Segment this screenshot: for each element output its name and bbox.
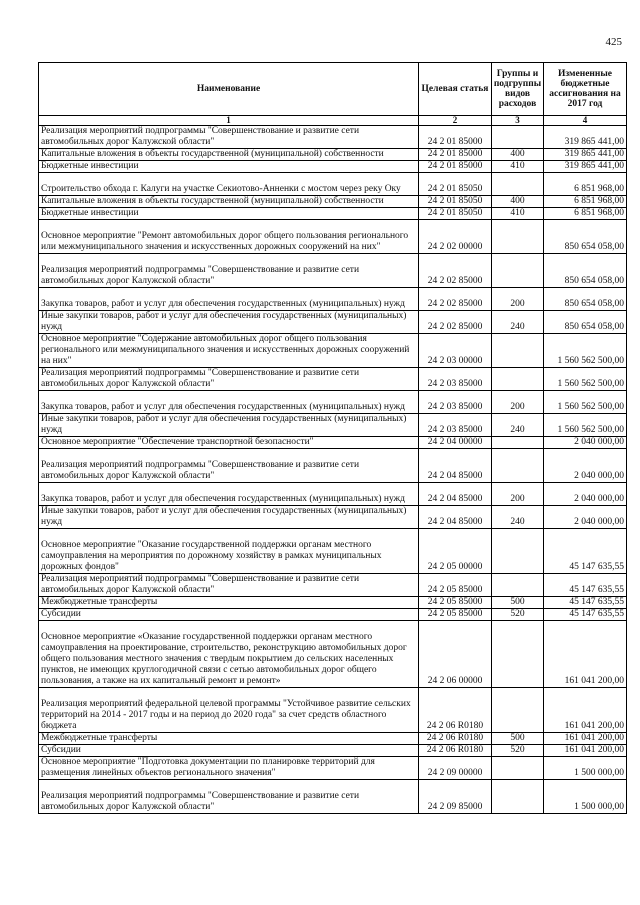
row-code-cell: 24 2 01 85000 <box>419 126 492 149</box>
row-code-cell: 24 2 01 85050 <box>419 196 492 208</box>
row-group-cell: 500 <box>492 597 544 609</box>
row-name-cell: Реализация мероприятий подпрограммы "Совершенствование и развитие сети автомобильных дорог Калужской области" <box>39 574 419 597</box>
column-number: 1 <box>39 116 419 126</box>
row-code-cell: 24 2 03 85000 <box>419 368 492 391</box>
row-code-cell: 24 2 04 85000 <box>419 449 492 483</box>
row-group-cell <box>492 449 544 483</box>
table-row <box>39 334 627 368</box>
row-name-cell: Строительство обхода г. Калуги на участке Секиотово-Анненки с мостом через реку Оку <box>39 173 419 196</box>
table-header-row <box>39 63 627 116</box>
table-row <box>39 757 627 780</box>
row-amount-cell: 319 865 441,00 <box>544 126 627 149</box>
header-code: Целевая статья <box>419 63 492 116</box>
table-row <box>39 149 627 161</box>
row-amount-cell: 1 560 562 500,00 <box>544 391 627 414</box>
row-name-cell: Иные закупки товаров, работ и услуг для обеспечения государственных (муниципальных) нужд <box>39 311 419 334</box>
row-name-cell: Закупка товаров, работ и услуг для обеспечения государственных (муниципальных) нужд <box>39 483 419 506</box>
row-name-cell: Основное мероприятие «Оказание государственной поддержки органам местного самоуправления на проектирование, строительство, реконструкцию автомобильных дорог общего пользования местного значения с твердым покрытием до сельских населенных пунктов, не имеющих круглогодичной связи с сетью автомобильных дорог общего пользования, а также на их капитальный ремонт и ремонт» <box>39 621 419 688</box>
row-code-cell: 24 2 05 00000 <box>419 529 492 574</box>
row-amount-cell: 6 851 968,00 <box>544 208 627 220</box>
table-row <box>39 449 627 483</box>
row-amount-cell: 161 041 200,00 <box>544 688 627 733</box>
row-name-cell: Основное мероприятие "Подготовка документации по планировке территорий для размещения линейных объектов регионального значения" <box>39 757 419 780</box>
header-group: Группы и подгруппы видов расходов <box>492 63 544 116</box>
table-row <box>39 437 627 449</box>
row-name-cell: Закупка товаров, работ и услуг для обеспечения государственных (муниципальных) нужд <box>39 391 419 414</box>
row-amount-cell: 850 654 058,00 <box>544 220 627 254</box>
page-number: 425 <box>605 36 622 48</box>
row-amount-cell: 1 560 562 500,00 <box>544 368 627 391</box>
row-name-cell: Основное мероприятие "Оказание государственной поддержки органам местного самоуправления на мероприятия по дорожному хозяйству в рамках муниципальных дорожных фондов" <box>39 529 419 574</box>
row-group-cell <box>492 368 544 391</box>
row-group-cell <box>492 437 544 449</box>
row-group-cell: 240 <box>492 414 544 437</box>
row-code-cell: 24 2 01 85000 <box>419 161 492 173</box>
column-number: 3 <box>492 116 544 126</box>
row-code-cell: 24 2 05 85000 <box>419 609 492 621</box>
table-row <box>39 506 627 529</box>
row-code-cell: 24 2 02 85000 <box>419 288 492 311</box>
table-row <box>39 126 627 149</box>
row-amount-cell: 1 500 000,00 <box>544 780 627 814</box>
row-group-cell: 410 <box>492 208 544 220</box>
table-row <box>39 311 627 334</box>
table-row <box>39 196 627 208</box>
row-amount-cell: 6 851 968,00 <box>544 196 627 208</box>
row-group-cell: 400 <box>492 149 544 161</box>
row-name-cell: Реализация мероприятий подпрограммы "Совершенствование и развитие сети автомобильных дорог Калужской области" <box>39 368 419 391</box>
row-group-cell <box>492 126 544 149</box>
row-group-cell <box>492 621 544 688</box>
row-amount-cell: 319 865 441,00 <box>544 161 627 173</box>
table-row <box>39 391 627 414</box>
row-group-cell <box>492 220 544 254</box>
row-group-cell: 200 <box>492 391 544 414</box>
row-name-cell: Реализация мероприятий подпрограммы "Совершенствование и развитие сети автомобильных дорог Калужской области" <box>39 254 419 288</box>
row-group-cell: 200 <box>492 288 544 311</box>
row-code-cell: 24 2 06 R0180 <box>419 688 492 733</box>
row-name-cell: Реализация мероприятий подпрограммы "Совершенствование и развитие сети автомобильных дорог Калужской области" <box>39 126 419 149</box>
column-number-row <box>39 116 627 126</box>
row-group-cell: 240 <box>492 506 544 529</box>
row-code-cell: 24 2 05 85000 <box>419 574 492 597</box>
row-group-cell: 410 <box>492 161 544 173</box>
table-row <box>39 597 627 609</box>
row-name-cell: Иные закупки товаров, работ и услуг для обеспечения государственных (муниципальных) нужд <box>39 506 419 529</box>
row-name-cell: Субсидии <box>39 609 419 621</box>
table-row <box>39 368 627 391</box>
row-code-cell: 24 2 03 85000 <box>419 414 492 437</box>
row-name-cell: Реализация мероприятий подпрограммы "Совершенствование и развитие сети автомобильных дорог Калужской области" <box>39 780 419 814</box>
row-code-cell: 24 2 02 85000 <box>419 311 492 334</box>
row-code-cell: 24 2 06 R0180 <box>419 733 492 745</box>
column-number: 4 <box>544 116 627 126</box>
table-row <box>39 161 627 173</box>
row-name-cell: Межбюджетные трансферты <box>39 733 419 745</box>
row-group-cell <box>492 574 544 597</box>
table-row <box>39 483 627 506</box>
row-amount-cell: 45 147 635,55 <box>544 574 627 597</box>
row-code-cell: 24 2 06 R0180 <box>419 745 492 757</box>
row-amount-cell: 319 865 441,00 <box>544 149 627 161</box>
table-row <box>39 208 627 220</box>
row-name-cell: Реализация мероприятий подпрограммы "Совершенствование и развитие сети автомобильных дорог Калужской области" <box>39 449 419 483</box>
budget-allocation-table <box>38 62 627 814</box>
row-code-cell: 24 2 01 85000 <box>419 149 492 161</box>
row-name-cell: Бюджетные инвестиции <box>39 208 419 220</box>
table-row <box>39 745 627 757</box>
row-amount-cell: 850 654 058,00 <box>544 254 627 288</box>
row-code-cell: 24 2 02 00000 <box>419 220 492 254</box>
row-amount-cell: 1 500 000,00 <box>544 757 627 780</box>
row-group-cell <box>492 173 544 196</box>
row-name-cell: Реализация мероприятий федеральной целевой программы "Устойчивое развитие сельских территорий на 2014 - 2017 годы и на период до 2020 года" за счет средств областного бюджета <box>39 688 419 733</box>
row-amount-cell: 2 040 000,00 <box>544 449 627 483</box>
header-name: Наименование <box>39 63 419 116</box>
row-code-cell: 24 2 03 00000 <box>419 334 492 368</box>
table-row <box>39 621 627 688</box>
table-row <box>39 733 627 745</box>
row-amount-cell: 161 041 200,00 <box>544 621 627 688</box>
row-group-cell: 520 <box>492 745 544 757</box>
row-code-cell: 24 2 09 00000 <box>419 757 492 780</box>
table-row <box>39 414 627 437</box>
row-amount-cell: 2 040 000,00 <box>544 506 627 529</box>
table-row <box>39 609 627 621</box>
row-group-cell: 200 <box>492 483 544 506</box>
row-amount-cell: 161 041 200,00 <box>544 745 627 757</box>
row-name-cell: Основное мероприятие "Обеспечение транспортной безопасности" <box>39 437 419 449</box>
row-name-cell: Межбюджетные трансферты <box>39 597 419 609</box>
row-code-cell: 24 2 05 85000 <box>419 597 492 609</box>
row-amount-cell: 1 560 562 500,00 <box>544 334 627 368</box>
row-amount-cell: 2 040 000,00 <box>544 437 627 449</box>
row-group-cell: 240 <box>492 311 544 334</box>
row-code-cell: 24 2 01 85050 <box>419 173 492 196</box>
row-group-cell: 520 <box>492 609 544 621</box>
row-amount-cell: 850 654 058,00 <box>544 311 627 334</box>
row-amount-cell: 850 654 058,00 <box>544 288 627 311</box>
row-name-cell: Субсидии <box>39 745 419 757</box>
table-row <box>39 574 627 597</box>
table-row <box>39 220 627 254</box>
row-code-cell: 24 2 06 00000 <box>419 621 492 688</box>
table-row <box>39 780 627 814</box>
table-row <box>39 254 627 288</box>
row-code-cell: 24 2 02 85000 <box>419 254 492 288</box>
row-group-cell <box>492 254 544 288</box>
row-amount-cell: 161 041 200,00 <box>544 733 627 745</box>
table-row <box>39 288 627 311</box>
row-amount-cell: 2 040 000,00 <box>544 483 627 506</box>
table-row <box>39 529 627 574</box>
row-group-cell <box>492 780 544 814</box>
row-code-cell: 24 2 03 85000 <box>419 391 492 414</box>
column-number: 2 <box>419 116 492 126</box>
row-group-cell <box>492 529 544 574</box>
table-body <box>39 126 627 814</box>
row-name-cell: Иные закупки товаров, работ и услуг для обеспечения государственных (муниципальных) нужд <box>39 414 419 437</box>
row-code-cell: 24 2 01 85050 <box>419 208 492 220</box>
row-amount-cell: 45 147 635,55 <box>544 597 627 609</box>
row-name-cell: Капитальные вложения в объекты государственной (муниципальной) собственности <box>39 196 419 208</box>
row-name-cell: Бюджетные инвестиции <box>39 161 419 173</box>
row-name-cell: Основное мероприятие "Содержание автомобильных дорог общего пользования регионального или межмуниципального значения и искусственных дорожных сооружений на них" <box>39 334 419 368</box>
row-code-cell: 24 2 04 85000 <box>419 506 492 529</box>
row-code-cell: 24 2 04 85000 <box>419 483 492 506</box>
row-amount-cell: 45 147 635,55 <box>544 529 627 574</box>
row-code-cell: 24 2 04 00000 <box>419 437 492 449</box>
table-row <box>39 688 627 733</box>
row-name-cell: Основное мероприятие "Ремонт автомобильных дорог общего пользования регионального или межмуниципального значения и искусственных дорожных сооружений на них" <box>39 220 419 254</box>
row-group-cell: 400 <box>492 196 544 208</box>
row-group-cell: 500 <box>492 733 544 745</box>
row-group-cell <box>492 757 544 780</box>
row-group-cell <box>492 688 544 733</box>
row-group-cell <box>492 334 544 368</box>
row-amount-cell: 6 851 968,00 <box>544 173 627 196</box>
row-code-cell: 24 2 09 85000 <box>419 780 492 814</box>
table-row <box>39 173 627 196</box>
row-amount-cell: 45 147 635,55 <box>544 609 627 621</box>
row-amount-cell: 1 560 562 500,00 <box>544 414 627 437</box>
row-name-cell: Закупка товаров, работ и услуг для обеспечения государственных (муниципальных) нужд <box>39 288 419 311</box>
row-name-cell: Капитальные вложения в объекты государственной (муниципальной) собственности <box>39 149 419 161</box>
header-amount: Измененные бюджетные ассигнования на 2017 год <box>544 63 627 116</box>
